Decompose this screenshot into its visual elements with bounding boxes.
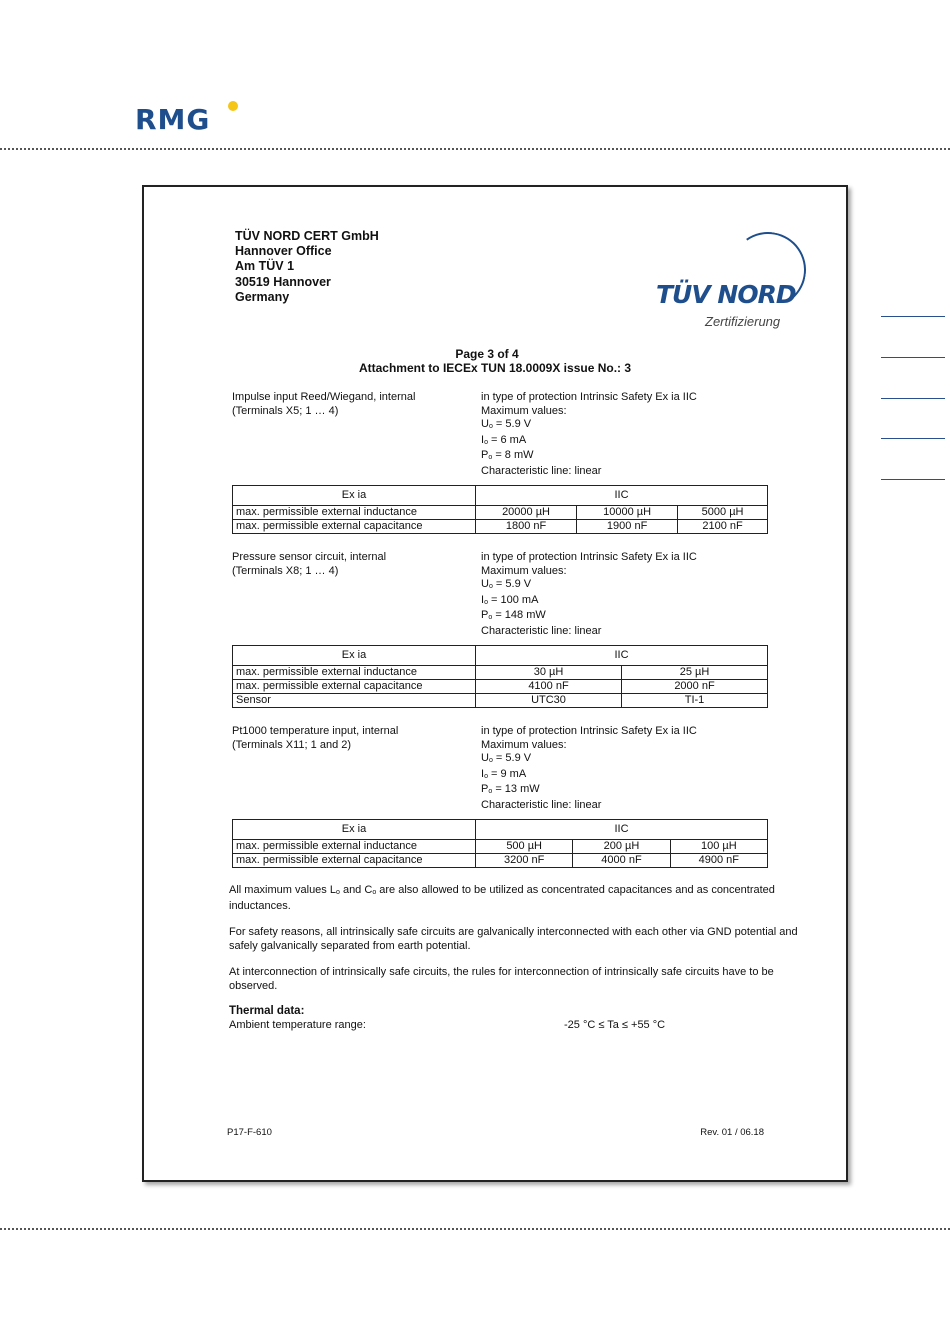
table-header-iic: IIC: [476, 486, 768, 506]
certifier-address: [235, 229, 379, 305]
note-galvanic-interconnection: For safety reasons, all intrinsically safe circuits are galvanically interconnected with each other via GND potential and safely galvanically separated from earth potential.: [229, 926, 798, 952]
table-row: [233, 520, 768, 534]
cell: 4100 nF: [476, 680, 622, 694]
section-title: Pressure sensor circuit, internal: [232, 551, 387, 563]
footer-form-number: P17-F-610: [227, 1127, 272, 1138]
cell: 20000 µH: [476, 506, 577, 520]
section-terminals: (Terminals X5; 1 … 4): [232, 404, 339, 417]
io-value: $I_o = 6$ mA: [481, 433, 527, 446]
row-label: max. permissible external inductance: [233, 666, 476, 680]
table-header-row: [233, 646, 768, 666]
top-divider: [0, 148, 950, 150]
address-line: Hannover Office: [235, 244, 332, 259]
table-header-iic: IIC: [476, 820, 768, 840]
cell: 30 µH: [476, 666, 622, 680]
section-terminals: (Terminals X8; 1 … 4): [232, 564, 339, 577]
table-row: [233, 694, 768, 708]
characteristic-line: Characteristic line: linear: [481, 464, 602, 477]
row-label: max. permissible external inductance: [233, 840, 476, 854]
tuv-logo-sub: Zertifizierung: [705, 314, 781, 329]
thermal-label: Ambient temperature range:: [229, 1018, 366, 1031]
cell: 2000 nF: [622, 680, 768, 694]
bottom-divider: [0, 1228, 950, 1230]
address-line: Germany: [235, 289, 290, 304]
max-values-label: Maximum values:: [481, 564, 567, 577]
protection-type: in type of protection Intrinsic Safety Ex ia IIC: [481, 725, 697, 737]
address-line: TÜV NORD CERT GmbH: [235, 229, 379, 243]
cell: 1900 nF: [577, 520, 678, 534]
cell: 100 µH: [670, 840, 767, 854]
table-header-exia: Ex ia: [233, 486, 476, 506]
table-row: [233, 854, 768, 868]
side-tab-4[interactable]: [881, 438, 945, 439]
io-value: $I_o = 100$ mA: [481, 593, 539, 606]
cell: 1800 nF: [476, 520, 577, 534]
attachment-title: Attachment to IECEx TUN 18.0009X issue No.: 3: [358, 361, 632, 375]
section-terminals: (Terminals X11; 1 and 2): [232, 738, 352, 751]
thermal-data: [229, 1005, 769, 1032]
tuv-nord-logo: [650, 232, 810, 332]
notes: [229, 884, 799, 1007]
max-values-label: Maximum values:: [481, 404, 567, 417]
uo-value: $U_o = 5.9$ V: [481, 752, 532, 765]
page-number: Page 3 of 4: [455, 347, 519, 361]
uo-value: $U_o = 5.9$ V: [481, 578, 532, 591]
note-concentrated-values: All maximum values $L_o$ and $C_o$ are also allowed to be utilized as concentrated capacitances and as concentrated inductances.: [229, 884, 775, 912]
uo-value: $U_o = 5.9$ V: [481, 418, 532, 431]
rmg-logo-text: RMG: [135, 103, 211, 136]
max-values-label: Maximum values:: [481, 738, 567, 751]
address-line: Am TÜV 1: [235, 259, 295, 274]
cell: 25 µH: [622, 666, 768, 680]
table-row: [233, 666, 768, 680]
table-header-exia: Ex ia: [233, 646, 476, 666]
row-label: Sensor: [233, 694, 476, 708]
po-value: $P_o = 13$ mW: [481, 783, 540, 796]
row-label: max. permissible external capacitance: [233, 854, 476, 868]
cell: UTC30: [476, 694, 622, 708]
cell: 2100 nF: [678, 520, 768, 534]
table-impulse-input: [232, 485, 768, 534]
section-title: Pt1000 temperature input, internal: [232, 725, 399, 737]
side-tab-2[interactable]: [881, 357, 945, 358]
characteristic-line: Characteristic line: linear: [481, 798, 602, 811]
table-row: [233, 680, 768, 694]
table-row: [233, 506, 768, 520]
cell: 5000 µH: [678, 506, 768, 520]
cell: TI-1: [622, 694, 768, 708]
table-pt1000: [232, 819, 768, 868]
note-interconnection-rules: At interconnection of intrinsically safe circuits, the rules for interconnection of intrinsically safe circuits have to be observed.: [229, 966, 774, 992]
certificate-page: [142, 185, 848, 1182]
section-title: Impulse input Reed/Wiegand, internal: [232, 391, 416, 403]
cell: 500 µH: [476, 840, 573, 854]
cell: 4900 nF: [670, 854, 767, 868]
side-tab-3[interactable]: [881, 398, 945, 399]
thermal-value: -25 °C ≤ Ta ≤ +55 °C: [564, 1019, 666, 1031]
table-row: [233, 840, 768, 854]
address-line: 30519 Hannover: [235, 274, 331, 289]
footer-revision: Rev. 01 / 06.18: [700, 1127, 764, 1138]
cell: 3200 nF: [476, 854, 573, 868]
cell: 200 µH: [573, 840, 670, 854]
row-label: max. permissible external inductance: [233, 506, 476, 520]
table-header-exia: Ex ia: [233, 820, 476, 840]
protection-type: in type of protection Intrinsic Safety Ex ia IIC: [481, 391, 697, 403]
cell: 4000 nF: [573, 854, 670, 868]
po-value: $P_o = 148$ mW: [481, 609, 546, 622]
side-tab-5[interactable]: [881, 479, 945, 480]
protection-type: in type of protection Intrinsic Safety Ex ia IIC: [481, 551, 697, 563]
po-value: $P_o = 8$ mW: [481, 449, 534, 462]
table-header-row: [233, 486, 768, 506]
table-pressure-sensor: [232, 645, 768, 708]
characteristic-line: Characteristic line: linear: [481, 624, 602, 637]
row-label: max. permissible external capacitance: [233, 520, 476, 534]
io-value: $I_o = 9$ mA: [481, 767, 527, 780]
cell: 10000 µH: [577, 506, 678, 520]
row-label: max. permissible external capacitance: [233, 680, 476, 694]
rmg-logo: [135, 104, 210, 136]
rmg-logo-dot: [228, 101, 238, 111]
side-tab-1[interactable]: [881, 316, 945, 317]
page-heading: [144, 347, 846, 375]
table-header-iic: IIC: [476, 646, 768, 666]
thermal-title: Thermal data:: [229, 1005, 305, 1017]
tuv-logo-name: TÜV NORD: [656, 280, 796, 309]
table-header-row: [233, 820, 768, 840]
